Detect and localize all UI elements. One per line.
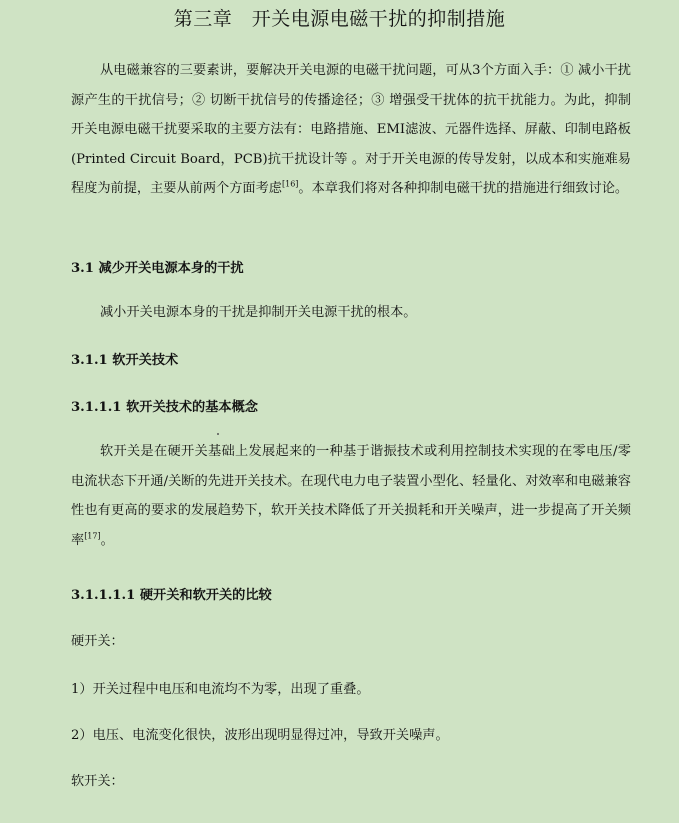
hard-switch-item-1: 1）开关过程中电压和电流均不为零，出现了重叠。 [71, 682, 370, 697]
scan-speck [217, 433, 219, 435]
soft-switch-paragraph [71, 437, 631, 555]
soft-switch-text: 软开关是在硬开关基础上发展起来的一种基于谐振技术或利用控制技术实现的在零电压/零电流状态下开通/关断的先进开关技术。在现代电力电子装置小型化、轻量化、对效率和电磁兼容性也有更高的要求的发展趋势下，软开关技术降低了开关损耗和开关噪声，进一步提高了开关频率 [71, 444, 631, 548]
intro-paragraph [71, 56, 631, 204]
section-3-1-1-1-heading: 3.1.1.1 软开关技术的基本概念 [71, 400, 258, 415]
soft-switch-citation: [17] [84, 531, 101, 541]
section-3-1-1-heading: 3.1.1 软开关技术 [71, 353, 179, 368]
section-3-1-1-1-1-heading: 3.1.1.1.1 硬开关和软开关的比较 [71, 588, 272, 603]
section-3-1-text: 减小开关电源本身的干扰是抑制开关电源干扰的根本。 [100, 305, 417, 320]
hard-switch-item-2: 2）电压、电流变化很快，波形出现明显得过冲，导致开关噪声。 [71, 728, 449, 743]
soft-switch-tail: 。 [100, 532, 114, 548]
intro-text: 从电磁兼容的三要素讲，要解决开关电源的电磁干扰问题，可从3个方面入手：① 减小干扰源产生的干扰信号；② 切断干扰信号的传播途径；③ 增强受干扰体的抗干扰能力。为此，抑制开关电源电磁干扰要采取的主要方法有：电路措施、EMI滤波、元器件选择、屏蔽、印制电路板(Printed Circuit Board，PCB)抗干扰设计等 。对于开关电源的传导发射，以成本和实施难易程度为前提，主要从前两个方面考虑 [71, 63, 631, 196]
section-3-1-heading: 3.1 减少开关电源本身的干扰 [71, 261, 244, 276]
soft-switch-label: 软开关： [71, 774, 124, 789]
intro-citation: [16] [282, 179, 299, 189]
chapter-title: 第三章 开关电源电磁干扰的抑制措施 [173, 8, 506, 30]
intro-tail: 。本章我们将对各种抑制电磁干扰的措施进行细致讨论。 [298, 181, 629, 196]
hard-switch-label: 硬开关： [71, 634, 124, 649]
